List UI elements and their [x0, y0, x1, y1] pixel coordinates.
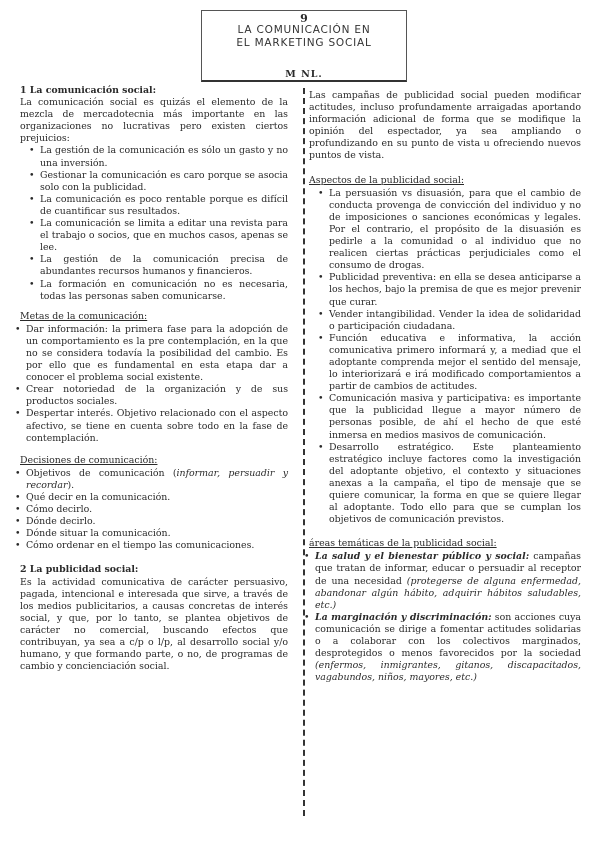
list-item: • Función educativa e informativa, la acción comunicativa primero informará y, a mediad que el adoptante comprenda mejor el sentido del mensaje, lo interiorizará e irá modificado comportamientos a partir de cambios de actitudes.: [329, 333, 581, 393]
list-item: • Dónde decirlo.: [26, 516, 288, 528]
list-item: • Qué decir en la comunicación.: [26, 492, 288, 504]
list-item: • Desarrollo estratégico. Este planteamiento estratégico incluye factores como la investigación del adoptante objetivo, el contexto y situaciones anexas a la campaña, el tipo de mensaje que se quiere comunicar, la forma en que se quiere llegar al adoptante. Todo ello para que se cumplan los objetivos de comunicación previstos.: [329, 442, 581, 527]
prejudices-list: [20, 145, 288, 302]
goals-list: [20, 324, 288, 445]
italic-examples: (enfermos, inmigrantes, gitanos, discapacitados, vagabundos, niños, mayores, etc.): [315, 660, 581, 684]
section-intro: La comunicación social es quizás el elemento de la mezcla de mercadotecnia más importante en las organizaciones no lucrativas pero existen ciertos prejuicios:: [20, 97, 288, 145]
title-line-2: EL MARKETING SOCIAL: [236, 37, 372, 49]
page-number: 9: [300, 12, 308, 25]
list-item: • La comunicación se limita a editar una revista para el trabajo o socios, que en muchos casos, apenas se lee.: [40, 218, 288, 254]
list-item: • La gestión de la comunicación es sólo un gasto y no una inversión.: [40, 145, 288, 169]
aspects-list: [309, 188, 581, 527]
italic-examples: informar, persuadir y recordar: [26, 467, 289, 491]
list-item: • La marginación y discriminación: son acciones cuya comunicación se dirige a fomentar actitudes solidarias o a colaborar con los colectivos marginados, desprotegidos o menos favorecidos por la sociedad (enfermos, inmigrantes, gitanos, discapacitados, vagabundos, niños, mayores, etc.): [315, 612, 581, 685]
list-item: • Crear notoriedad de la organización y de sus productos sociales.: [26, 384, 288, 408]
list-item: • Despertar interés. Objetivo relacionado con el aspecto afectivo, se tiene en cuenta sobre todo en la fase de contemplación.: [26, 408, 288, 444]
subheading-aspectos: Aspectos de la publicidad social:: [309, 174, 464, 186]
list-item: • La persuasión vs disuasión, para que el cambio de conducta provenga de convicción del individuo y no de imposiciones o sanciones económicas y legales. Por el contrario, el propósito de la disuasión es pedirle a la comunidad o al individuo que no realicen ciertas prácticas perjudiciales como el consumo de drogas.: [329, 188, 581, 273]
author-initials: M NL.: [285, 69, 323, 80]
areas-list: [309, 551, 581, 684]
right-column: [309, 90, 581, 684]
subheading-metas: Metas de la comunicación:: [20, 310, 148, 322]
title-box: [201, 10, 407, 82]
subheading-areas-tematicas: áreas temáticas de la publicidad social:: [309, 538, 497, 550]
section-body: Es la actividad comunicativa de carácter persuasivo, pagada, intencional e interesada que sirve, a través de los medios publicitarios, a causas concretas de interés social, y que, por lo tanto, se plantea objetivos de carácter no comercial, buscando efectos que contribuyan, ya sea a c/p o l/p, al desarrollo social y/o humano, y que formando parte, o no, de programas de cambio y concienciación social.: [20, 576, 288, 673]
list-item: • La gestión de la comunicación precisa de abundantes recursos humanos y financieros.: [40, 254, 288, 278]
title-line-1: LA COMUNICACIÓN EN: [237, 24, 371, 36]
list-item: • Gestionar la comunicación es caro porque se asocia solo con la publicidad.: [40, 170, 288, 194]
list-item: • La salud y el bienestar público y social: campañas que tratan de informar, educar o persuadir al receptor de una necesidad (protegerse de alguna enfermedad, abandonar algún hábito, adquirir hábitos saludables, etc.): [315, 551, 581, 611]
list-item: • Comunicación masiva y participativa: es importante que la publicidad llegue a mayor número de personas posible, de ahí el hecho de que esté inmersa en medios masivos de comunicación.: [329, 393, 581, 441]
section-heading-comunicacion-social: 1 La comunicación social:: [20, 85, 157, 96]
section-heading-publicidad-social: 2 La publicidad social:: [20, 564, 139, 576]
list-item: • La formación en comunicación no es necesaria, todas las personas saben comunicarse.: [40, 279, 288, 303]
list-item: • Dar información: la primera fase para la adopción de un comportamiento es la pre contemplación, en la que no se considera todavía la posibilidad del cambio. Es por ello que es fundamental en esta etapa dar a conocer el problema social existente.: [26, 324, 288, 384]
list-item: • Cómo ordenar en el tiempo las comunicaciones.: [26, 540, 288, 552]
item-title: La marginación y discriminación:: [315, 611, 492, 623]
decisions-list: [20, 468, 288, 553]
left-column: [20, 85, 288, 673]
italic-examples: (protegerse de alguna enfermedad, abandonar algún hábito, adquirir hábitos saludables, etc.): [315, 575, 581, 611]
list-item: • Publicidad preventiva: en ella se desea anticiparse a los hechos, bajo la premisa de que es mejor prevenir que curar.: [329, 272, 581, 308]
list-item: • La comunicación es poco rentable porque es difícil de cuantificar sus resultados.: [40, 194, 288, 218]
list-item: • Dónde situar la comunicación.: [26, 528, 288, 540]
list-item: • Objetivos de comunicación (informar, persuadir y recordar).: [26, 468, 288, 492]
list-item: • Cómo decirlo.: [26, 504, 288, 516]
intro-paragraph: Las campañas de publicidad social pueden modificar actitudes, incluso profundamente arraigadas aportando información adicional de forma que se modifique la opinión del espectador, ya sea ampliando o profundizando en su punto de vista u ofreciendo nuevos puntos de vista.: [309, 90, 581, 162]
subheading-decisiones: Decisiones de comunicación:: [20, 454, 158, 466]
list-item: • Vender intangibilidad. Vender la idea de solidaridad o participación ciudadana.: [329, 309, 581, 333]
item-title: La salud y el bienestar público y social:: [315, 551, 530, 563]
column-divider: [303, 88, 305, 816]
